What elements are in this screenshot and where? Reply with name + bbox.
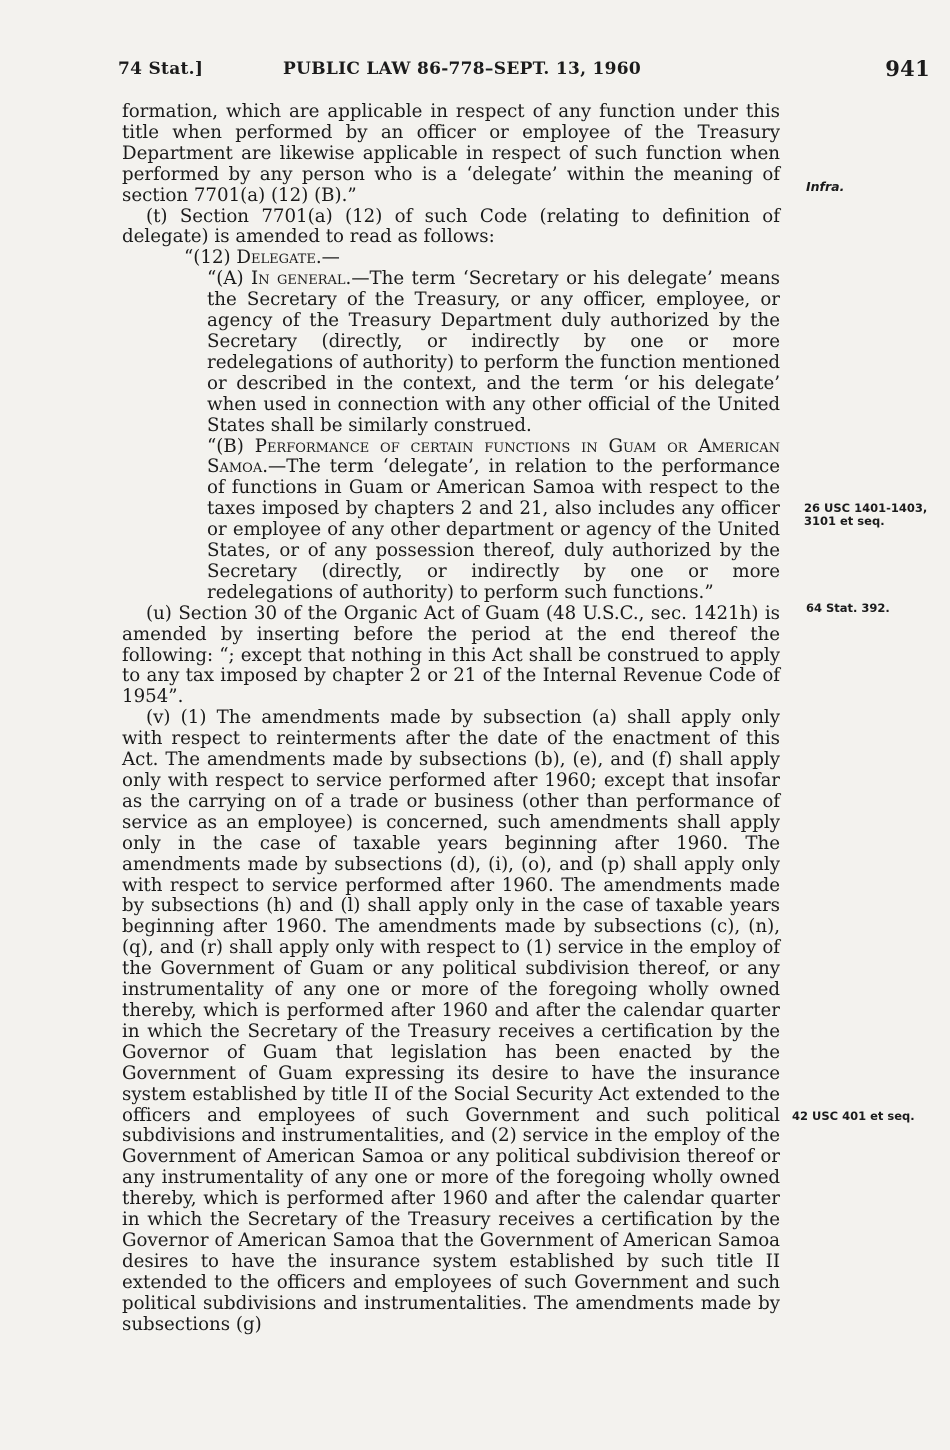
paragraph-u: (u) Section 30 of the Organic Act of Guam (48 U.S.C., sec. 1421h) is amended by inserting before the period at the end thereof the following: “; except that nothing in this Act shall be construed to apply to any tax imposed by chapter 2 or 21 of the Internal Revenue Code of 1954”.: [122, 602, 780, 708]
paragraph-12-a: “(A) In general.—The term ‘Secretary or his delegate’ means the Secretary of the Treasury, or any officer, employee, or agency of the Treasury Department duly authorized by the Secretary (directly, or indirectly by one or more redelegations of authority) to perform the function mentioned or described in the context, and the term ‘or his delegate’ when used in connection with any other official of the United States shall be similarly construed.: [207, 268, 781, 436]
paragraph-12-delegate: “(12) Delegate.—: [184, 247, 340, 269]
margin-note-infra: Infra.: [806, 179, 845, 194]
page-number: 941: [885, 56, 930, 81]
paragraph-v: (v) (1) The amendments made by subsection (a) shall apply only with respect to reinterments after the date of the enactment of this Act. The amendments made by subsections (b), (e), and (f) shall apply only with respect to service performed after 1960; except that insofar as the carrying on of a trade or business (other than performance of service as an employee) is concerned, such amendments shall apply only in the case of taxable years beginning after 1960. The amendments made by subsections (d), (i), (o), and (p) shall apply only with respect to service performed after 1960. The amendments made by subsections (h) and (l) shall apply only in the case of taxable years beginning after 1960. The amendments made by subsections (c), (n), (q), and (r) shall apply only with respect to (1) service in the employ of the Government of Guam or any political subdivision thereof, or any instrumentality of any one or more of the foregoing wholly owned thereby, which is performed after 1960 and after the calendar quarter in which the Secretary of the Treasury receives a certification by the Governor of Guam that legislation has been enacted by the Government of Guam expressing its desire to have the insurance system established by title II of the Social Security Act extended to the officers and employees of such Government and such political subdivisions and instrumentalities, and (2) service in the employ of the Government of American Samoa or any political subdivision thereof or any instrumentality of any one or more of the foregoing wholly owned thereby, which is performed after 1960 and after the calendar quarter in which the Secretary of the Treasury receives a certification by the Governor of American Samoa that the Government of American Samoa desires to have the insurance system established by such title II extended to the officers and employees of such Government and such political subdivisions and instrumentalities. The amendments made by subsections (g): [122, 707, 780, 1335]
statute-volume: 74 Stat.]: [118, 59, 204, 79]
margin-note-42-usc: 42 USC 401 et seq.: [792, 1109, 915, 1123]
page-header: [118, 56, 930, 84]
section-heading: Delegate.: [236, 247, 322, 269]
main-text: [122, 102, 780, 1335]
margin-note-26-usc: 26 USC 1401-1403, 3101 et seq.: [804, 501, 928, 528]
margin-note-64-stat: 64 Stat. 392.: [806, 601, 890, 615]
running-title: PUBLIC LAW 86-778–SEPT. 13, 1960: [283, 59, 642, 79]
paragraph-continuation: formation, which are applicable in respect of any function under this title when performed by an officer or employee of the Treasury Department are likewise applicable in respect of such function when performed by any person who is a ‘delegate’ within the meaning of section 7701(a) (12) (B).”: [122, 101, 780, 206]
paragraph-t: (t) Section 7701(a) (12) of such Code (relating to definition of delegate) is amended to read as follows:: [122, 205, 780, 248]
section-heading: In general.: [251, 268, 352, 290]
section-heading: Performance of certain functions in Guam or American Samoa.: [207, 435, 780, 478]
paragraph-12-b: “(B) Performance of certain functions in Guam or American Samoa.—The term ‘delegate’, in relation to the performance of functions in Guam or American Samoa with respect to the taxes imposed by chapters 2 and 21, also includes any officer or employee of any other department or agency of the United States, or of any possession thereof, duly authorized by the Secretary (directly, or indirectly by one or more redelegations of authority) to perform such functions.”: [207, 435, 780, 603]
